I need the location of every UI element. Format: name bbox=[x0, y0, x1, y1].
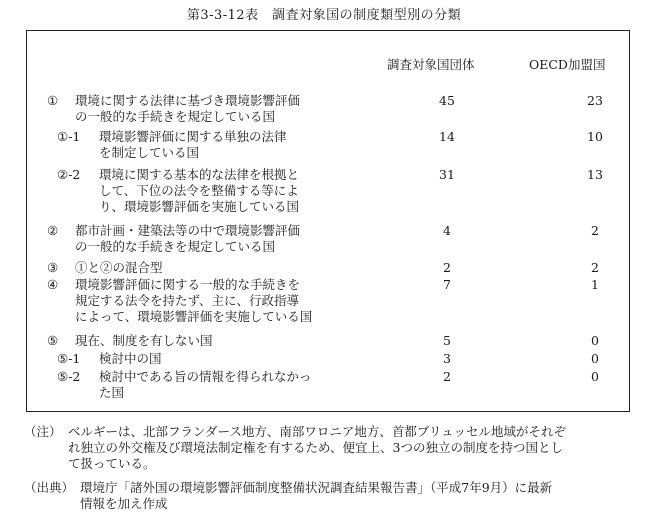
row-value-oecd: 13 bbox=[587, 167, 603, 182]
row-label: 検討中である旨の情報を得られなかっ た国 bbox=[99, 369, 312, 400]
row-mark: ③ bbox=[47, 260, 59, 275]
footnote-tag: （注） bbox=[24, 424, 62, 439]
row-label: 検討中の国 bbox=[99, 351, 162, 366]
row-mark: ④ bbox=[47, 277, 59, 292]
row-value-surveyed: 31 bbox=[439, 167, 455, 182]
row-label: 現在、制度を有しない国 bbox=[75, 333, 213, 348]
row-value-oecd: 10 bbox=[587, 129, 603, 144]
row-mark: ⑤ bbox=[47, 333, 59, 348]
row-value-surveyed: 2 bbox=[443, 369, 451, 384]
row-label: ①と②の混合型 bbox=[75, 260, 163, 275]
column-header-oecd: OECD加盟国 bbox=[529, 57, 606, 72]
source-text: 環境庁「諸外国の環境影響評価制度整備状況調査結果報告書」（平成7年9月）に最新 情報を加え作成 bbox=[80, 480, 553, 511]
row-value-surveyed: 4 bbox=[443, 223, 451, 238]
row-mark: ② bbox=[47, 223, 59, 238]
row-mark: ①-1 bbox=[57, 129, 81, 144]
row-value-oecd: 2 bbox=[591, 260, 599, 275]
row-value-oecd: 2 bbox=[591, 223, 599, 238]
row-label: 環境影響評価に関する一般的な手続きを 規定する法令を持たず、主に、行政指導 によって、環境影響評価を実施している国 bbox=[75, 277, 313, 324]
row-value-surveyed: 2 bbox=[443, 260, 451, 275]
footnote-note bbox=[24, 424, 636, 474]
row-value-surveyed: 5 bbox=[443, 333, 451, 348]
row-value-oecd: 23 bbox=[587, 93, 603, 108]
row-label: 都市計画・建築法等の中で環境影響評価 の一般的な手続きを規定している国 bbox=[75, 223, 301, 254]
row-value-surveyed: 3 bbox=[443, 351, 451, 366]
row-mark: ⑤-1 bbox=[57, 351, 81, 366]
row-mark: ②-2 bbox=[57, 167, 81, 182]
table-title: 第3-3-12表 調査対象国の制度類型別の分類 bbox=[186, 8, 462, 23]
column-header-surveyed: 調査対象国団体 bbox=[387, 57, 475, 72]
row-label: 環境に関する基本的な法律を根拠と して、下位の法令を整備する等によ り、環境影響評価を実施している国 bbox=[99, 167, 300, 214]
footnote-text: ベルギーは、北部フランダース地方、南部ワロニア地方、首都ブリュッセル地域がそれぞ れ独立の外交権及び環境法制定権を有するため、便宜上、3つの独立の制度を持つ国とし て扱っている。 bbox=[68, 424, 567, 471]
row-label: 環境に関する法律に基づき環境影響評価 の一般的な手続きを規定している国 bbox=[75, 93, 301, 124]
row-value-oecd: 0 bbox=[591, 333, 599, 348]
row-value-surveyed: 45 bbox=[439, 93, 455, 108]
row-value-surveyed: 14 bbox=[439, 129, 455, 144]
row-value-oecd: 1 bbox=[591, 277, 599, 292]
row-value-oecd: 0 bbox=[591, 351, 599, 366]
classification-table bbox=[26, 30, 630, 412]
row-label: 環境影響評価に関する単独の法律 を制定している国 bbox=[99, 129, 287, 160]
row-mark: ⑤-2 bbox=[57, 369, 81, 384]
footnote-source bbox=[24, 480, 636, 514]
row-value-oecd: 0 bbox=[591, 369, 599, 384]
row-value-surveyed: 7 bbox=[443, 277, 451, 292]
source-tag: （出典） bbox=[24, 480, 75, 495]
row-mark: ① bbox=[47, 93, 59, 108]
